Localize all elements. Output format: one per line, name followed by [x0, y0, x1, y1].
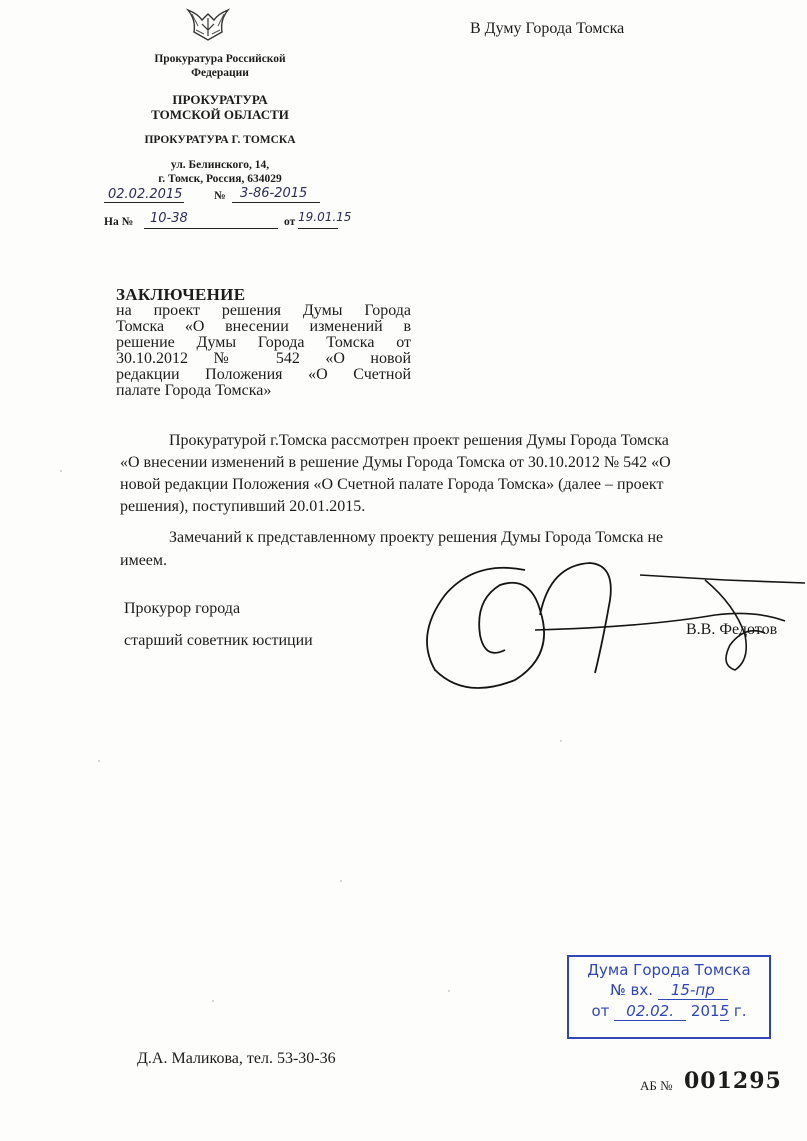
- stamp-year-label: г.: [733, 1002, 747, 1020]
- body-paragraph1-line4: решения), поступивший 20.01.2015.: [120, 498, 366, 515]
- ref-date: 19.01.15: [298, 210, 352, 224]
- scan-speck: [340, 880, 342, 882]
- body-paragraph1-line3: новой редакции Положения «О Счетной палате Города Томска» (далее – проект: [120, 476, 664, 493]
- out-number: 3-86-2015: [240, 186, 308, 201]
- stamp-year-suffix: 5: [719, 1002, 730, 1020]
- org-name-line2: Федерации: [191, 67, 249, 79]
- scan-speck: [98, 760, 100, 762]
- serial-number: 001295: [684, 1068, 782, 1094]
- title-line: палате Города Томска»: [116, 382, 272, 399]
- out-date: 02.02.2015: [108, 187, 183, 202]
- org-name-line3: ПРОКУРАТУРА: [172, 92, 268, 107]
- body-paragraph2-line1: Замечаний к представленному проекту решения Думы Города Томска не: [169, 529, 664, 546]
- ref-date-label: от: [284, 216, 296, 228]
- scan-speck: [448, 990, 450, 992]
- recipient: В Думу Города Томска: [470, 20, 625, 37]
- handwritten-signature: [405, 555, 807, 705]
- title-line: на проект решения Думы Города: [116, 302, 411, 319]
- stamp-org-name: Дума Города Томска: [587, 961, 751, 979]
- serial-label: АБ №: [640, 1078, 673, 1093]
- title-line: 30.10.2012 № 542 «О новой: [116, 350, 411, 367]
- title-line: Томска «О внесении изменений в: [116, 318, 411, 335]
- address-line2: г. Томск, Россия, 634029: [158, 173, 282, 185]
- ref-date-underline: [298, 227, 338, 229]
- ref-number: 10-38: [150, 211, 188, 226]
- stamp-date-label: от: [591, 1002, 610, 1020]
- signer-position-line2: старший советник юстиции: [124, 632, 313, 649]
- document-title-block: [116, 287, 411, 399]
- stamp-number-label: № вх.: [610, 981, 654, 999]
- out-number-underline: [232, 201, 320, 203]
- ref-number-underline: [144, 227, 278, 229]
- body-paragraph1-line1: Прокуратурой г.Томска рассмотрен проект решения Думы Города Томска: [169, 432, 669, 449]
- title-line: редакции Положения «О Счетной: [116, 366, 411, 383]
- executor-info: Д.А. Маликова, тел. 53-30-36: [137, 1050, 336, 1067]
- body-paragraph1-line2: «О внесении изменений в решение Думы Города Томска от 30.10.2012 № 542 «О: [120, 454, 671, 471]
- ref-number-label: На №: [104, 216, 134, 228]
- stamp-number-value: 15-пр: [658, 981, 728, 1000]
- signer-position-line1: Прокурор города: [124, 600, 241, 617]
- registration-stamp: [567, 955, 771, 1039]
- stamp-year-prefix: 201: [690, 1002, 720, 1020]
- scan-speck: [560, 740, 562, 742]
- stamp-date-row: [569, 1002, 769, 1021]
- signer-name: В.В. Федотов: [686, 621, 778, 638]
- address-line1: ул. Белинского, 14,: [170, 159, 270, 171]
- document-title-heading: ЗАКЛЮЧЕНИЕ: [116, 285, 246, 304]
- stamp-number-row: [569, 981, 769, 1000]
- org-name-line5: ПРОКУРАТУРА Г. ТОМСКА: [144, 134, 296, 146]
- title-line: решение Думы Города Томска от: [116, 334, 411, 351]
- scan-speck: [60, 470, 62, 472]
- out-number-label: №: [214, 190, 226, 202]
- coat-of-arms-emblem-icon: [184, 6, 232, 42]
- scan-speck: [212, 1000, 214, 1002]
- org-name-line1: Прокуратура Российской: [154, 53, 286, 65]
- org-name-line4: ТОМСКОЙ ОБЛАСТИ: [151, 107, 289, 122]
- stamp-date-value: 02.02.: [614, 1002, 686, 1021]
- body-paragraph2-line2: имеем.: [120, 552, 168, 569]
